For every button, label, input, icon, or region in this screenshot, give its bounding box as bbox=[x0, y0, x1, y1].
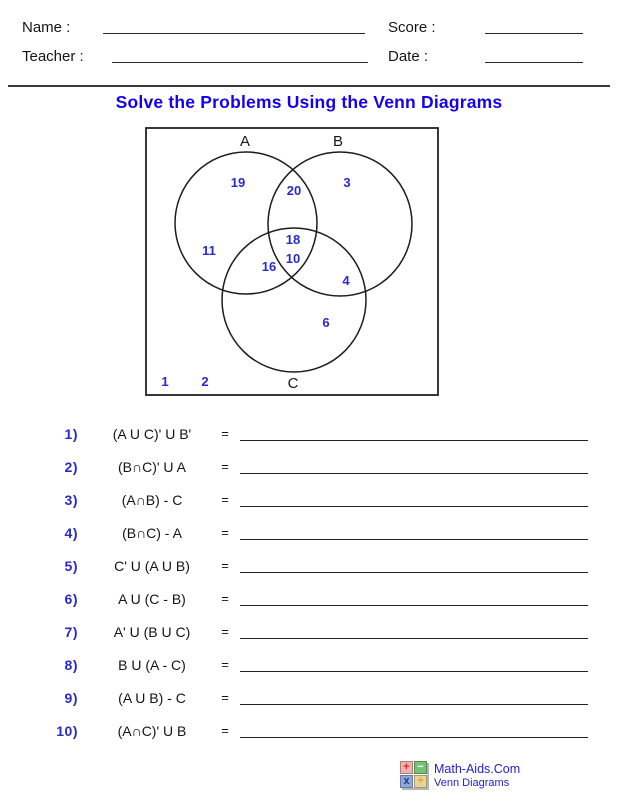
equals-sign: = bbox=[221, 426, 229, 441]
problem-expression: (A U C)' U B' bbox=[112, 425, 192, 442]
problem-expression: (A U B) - C bbox=[118, 689, 186, 706]
answer-blank-line[interactable] bbox=[240, 572, 588, 573]
problem-row bbox=[0, 450, 618, 483]
teacher-label: Teacher : bbox=[22, 48, 84, 65]
venn-region-number-A-B-C: 18 bbox=[285, 232, 301, 247]
times-icon: x bbox=[400, 775, 413, 788]
venn-circle-C bbox=[222, 228, 366, 372]
score-blank-line[interactable] bbox=[485, 33, 583, 34]
teacher-blank-line[interactable] bbox=[112, 62, 368, 63]
date-blank-line[interactable] bbox=[485, 62, 583, 63]
problem-row bbox=[0, 516, 618, 549]
header-divider bbox=[8, 85, 610, 87]
problem-expression: B U (A - C) bbox=[118, 656, 186, 673]
answer-blank-line[interactable] bbox=[240, 605, 588, 606]
venn-circle-A bbox=[175, 152, 317, 294]
problem-row bbox=[0, 648, 618, 681]
answer-blank-line[interactable] bbox=[240, 506, 588, 507]
name-label: Name : bbox=[22, 19, 71, 36]
equals-sign: = bbox=[221, 723, 229, 738]
problem-row bbox=[0, 549, 618, 582]
problem-number: 9) bbox=[64, 689, 78, 706]
equals-sign: = bbox=[221, 525, 229, 540]
venn-region-number-A-only: 11 bbox=[202, 243, 216, 258]
problem-expression: (B∩C)' U A bbox=[118, 458, 186, 475]
venn-circle-B bbox=[268, 152, 412, 296]
problem-number: 8) bbox=[64, 656, 78, 673]
problem-number: 10) bbox=[56, 722, 78, 739]
problem-expression: A U (C - B) bbox=[118, 590, 186, 607]
equals-sign: = bbox=[221, 492, 229, 507]
venn-set-label-C: C bbox=[287, 375, 299, 392]
date-label: Date : bbox=[388, 48, 429, 65]
venn-region-number-B-only: 3 bbox=[343, 175, 351, 190]
answer-blank-line[interactable] bbox=[240, 737, 588, 738]
problem-expression: (B∩C) - A bbox=[122, 524, 182, 541]
footer-branding bbox=[400, 761, 520, 790]
venn-region-number-B-and-C: 4 bbox=[342, 273, 350, 288]
equals-sign: = bbox=[221, 624, 229, 639]
answer-blank-line[interactable] bbox=[240, 638, 588, 639]
math-aids-logo-icon bbox=[400, 761, 427, 788]
equals-sign: = bbox=[221, 591, 229, 606]
venn-set-label-B: B bbox=[332, 133, 344, 150]
divide-icon: ÷ bbox=[414, 775, 427, 788]
venn-region-number-outside: 2 bbox=[201, 374, 209, 389]
equals-sign: = bbox=[221, 690, 229, 705]
problem-row bbox=[0, 681, 618, 714]
problem-expression: (A∩B) - C bbox=[121, 491, 183, 508]
equals-sign: = bbox=[221, 558, 229, 573]
problem-expression: C' U (A U B) bbox=[114, 557, 190, 574]
problem-number: 4) bbox=[64, 524, 78, 541]
footer-text bbox=[434, 761, 520, 790]
problem-number: 3) bbox=[64, 491, 78, 508]
problems-list bbox=[0, 417, 618, 747]
problem-row bbox=[0, 582, 618, 615]
score-label: Score : bbox=[388, 19, 436, 36]
venn-region-number-outside: 1 bbox=[161, 374, 169, 389]
page-title: Solve the Problems Using the Venn Diagrams bbox=[115, 92, 503, 112]
site-name: Math-Aids.Com bbox=[434, 762, 521, 776]
venn-region-number-A-and-B: 20 bbox=[286, 183, 302, 198]
problem-number: 7) bbox=[64, 623, 78, 640]
answer-blank-line[interactable] bbox=[240, 671, 588, 672]
plus-icon: + bbox=[400, 761, 413, 774]
problem-expression: (A∩C)' U B bbox=[117, 722, 187, 739]
name-blank-line[interactable] bbox=[103, 33, 365, 34]
problem-expression: A' U (B U C) bbox=[113, 623, 191, 640]
problem-number: 1) bbox=[64, 425, 78, 442]
answer-blank-line[interactable] bbox=[240, 440, 588, 441]
problem-row bbox=[0, 417, 618, 450]
answer-blank-line[interactable] bbox=[240, 539, 588, 540]
problem-number: 5) bbox=[64, 557, 78, 574]
venn-region-number-A-B-C: 10 bbox=[285, 251, 301, 266]
venn-region-number-C-only: 6 bbox=[322, 315, 330, 330]
venn-region-number-A-only: 19 bbox=[230, 175, 246, 190]
problem-row bbox=[0, 714, 618, 747]
minus-icon: − bbox=[414, 761, 427, 774]
worksheet-type: Venn Diagrams bbox=[434, 777, 510, 789]
problem-row bbox=[0, 615, 618, 648]
venn-diagram bbox=[0, 120, 618, 412]
problem-row bbox=[0, 483, 618, 516]
venn-region-number-A-and-C: 16 bbox=[261, 259, 277, 274]
equals-sign: = bbox=[221, 459, 229, 474]
problem-number: 2) bbox=[64, 458, 78, 475]
answer-blank-line[interactable] bbox=[240, 473, 588, 474]
answer-blank-line[interactable] bbox=[240, 704, 588, 705]
venn-set-label-A: A bbox=[239, 133, 251, 150]
equals-sign: = bbox=[221, 657, 229, 672]
problem-number: 6) bbox=[64, 590, 78, 607]
